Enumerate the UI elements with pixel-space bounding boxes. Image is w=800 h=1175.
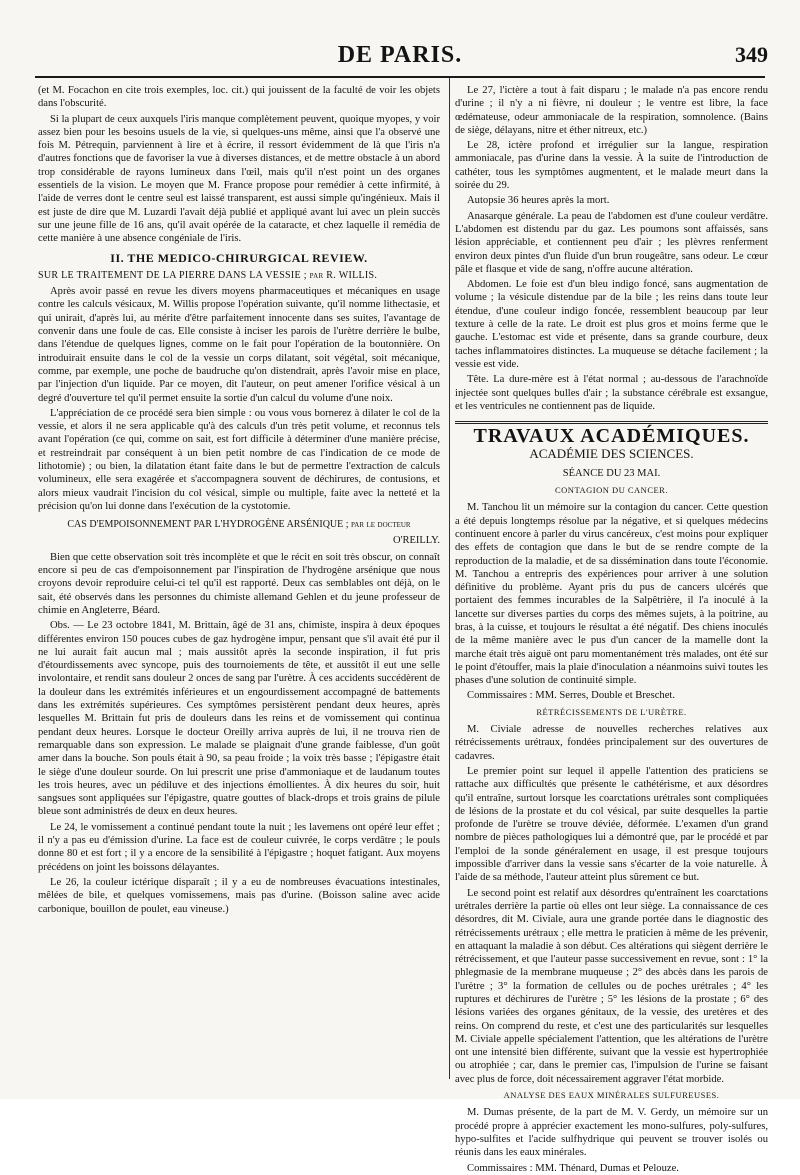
commissioners-line: Commissaires : MM. Thénard, Dumas et Pelouze. (467, 1162, 679, 1174)
paragraph: (et M. Focachon en cite trois exemples, loc. cit.) qui jouissent de la faculté de voir les objets dans l'obscurité. (38, 85, 440, 110)
right-column (455, 84, 768, 1174)
header-rule (35, 76, 765, 78)
paragraph: Obs. — Le 23 octobre 1841, M. Brittain, âgé de 31 ans, chimiste, inspira à deux époques différentes environ 150 pouces cubes de gaz hydrogène impur, pensant que s'il avait été pur il ne lui aurait fait aucun mal ; mais aussitôt après la seconde inspiration, il fut pris d'étourdissements avec syncope, puis des tournoiements de tête, et aussitôt il eut une selle involontaire, et rendit sans douleur 2 onces de sang par l'urètre. À ces accidents succédèrent de la douleur dans les extrémités inférieures et un engourdissement accompagné de battements dans les extrémités supérieures. Ces symptômes persistèrent pendant deux heures, après lesquelles M. Brittain fut pris de douleurs dans les reins et de vomissement qui continua pendant deux heures. Lorsque le docteur Oreilly arriva auprès de lui, il ne trouva rien de remarquable dans son expression. Le malade se plaignait d'une grande faiblesse, d'un goût amer dans la bouche. Son pouls était à 90, sa peau froide ; la voix très basse ; l'épigastre était le siège d'une douleur sourde. On lui prescrit une prise d'ammoniaque et de laudanum toutes les trois heures, avec un pédiluve et des injections émollientes. À dix heures du soir, huit sangsues sont appliquées sur l'épigastre, quatre gouttes of black-drops et trois grains de pilule bleue sont administrés de deux en deux heures. (38, 620, 440, 818)
paragraph: Après avoir passé en revue les divers moyens pharmaceutiques et mécaniques en usage contre les calculs vésicaux, M. Willis propose l'opération suivante, qu'il nomme lithectasie, et qui unirait, d'après lui, au mérite d'être parfaitement innocente dans ses suites, l'avantage de convenir dans une foule de cas. Elle consiste à inciser les parois de l'urètre derrière le bulbe, dans l'étendue de quelques lignes, comme on le fait pour l'opération de la boutonnière. On introduirait ensuite dans le col de la vessie un corps dilatant, soit végétal, soit mécanique, comme, par exemple, une poche de baudruche qu'on distendrait, après l'avoir mise en place, par l'injection d'un liquide. Par ce moyen, dit l'auteur, on peut amener l'orifice vésical à un degré d'ouverture tel qu'il permet ensuite la sortie d'un calcul du volume d'une noix. (38, 286, 440, 404)
paragraph: Le 24, le vomissement a continué pendant toute la nuit ; les lavemens ont opéré leur effet ; il n'y a pas eu d'émission d'urine. La face est de couleur cuivrée, le corps verdâtre ; le pouls donne 80 et est fort ; il y a encore de la sensibilité à l'épigastre ; hoquet fatigant. Aux moyens précédens on joint les boissons délayantes. (38, 821, 440, 873)
commissioners-line: Commissaires : MM. Serres, Double et Breschet. (467, 690, 676, 702)
paragraph: Le premier point sur lequel il appelle l'attention des praticiens se rattache aux difficultés que présente le cathétérisme, et aux désordres qu'il entraîne, surtout lorsque les coarctations urétrales sont compliquées de lésions de la prostate et du col vésical, par suite desquelles la partie profonde de l'urètre se trouve déviée, déformée. L'examen d'un grand nombre de pièces pathologiques lui a démontré que, par le procédé et par l'emploi de la sonde généralement en usage, il est presque toujours impossible d'arriver dans la vessie sans s'écarter de la voie naturelle. À l'aide de sa méthode, l'auteur atteint plus sûrement ce but. (455, 765, 768, 884)
paragraph: Anasarque générale. La peau de l'abdomen est d'une couleur verdâtre. L'abdomen est distendu par du gaz. Les poumons sont affaissés, sans lésion appréciable, et contiennent peu d'air ; les plèvres renferment environ deux pintes d'un fluide d'un brun rougeâtre, sans odeur. Le cœur pâle et flasque et vide de sang, n'offre aucune altération. (455, 210, 768, 275)
section-rule (455, 421, 768, 424)
paragraph: Abdomen. Le foie est d'un bleu indigo foncé, sans augmentation de volume ; la vésicule distendue par de la bile ; les reins dans toute leur étendue, d'une couleur indigo foncée, ressemblent beaucoup par leur texture à celle de la rate. Le droit est plus gros et moins ferme que le gauche. L'estomac est vide et présente, dans sa grande courbure, deux taches inflammatoires distinctes. La muqueuse se détache facilement ; la vessie est vide. (455, 279, 768, 370)
column-separator (449, 78, 450, 1079)
article-author: O'REILLY. (392, 534, 440, 546)
paragraph: Tête. La dure-mère est à l'état normal ; au-dessous de l'arachnoïde injectée sont quelques bulles d'air ; la substance cérébrale est exsangue, et les ventricules ne contiennent pas de liquide. (455, 374, 768, 412)
paragraph: Autopsie 36 heures après la mort. (467, 195, 610, 207)
article-heading: RÉTRÉCISSEMENTS DE L'URÈTRE. (536, 706, 687, 717)
article-heading: CAS D'EMPOISONNEMENT PAR L'HYDROGÈNE ARSÉNIQUE ; par le docteur (67, 519, 411, 531)
paragraph: Le 28, ictère profond et irrégulier sur la langue, respiration ammoniacale, pas d'urine dans la vessie. À la suite de l'introduction de cathéter, tous les symptômes augmentent, et le malade meurt dans la soirée du 29. (455, 140, 768, 192)
paragraph: Le second point est relatif aux désordres qu'entraînent les coarctations urétrales derrière la partie où elles ont leur siège. La connaissance de ces désordres, dit M. Civiale, aura une grande portée dans le diagnostic des rétrécissements urétraux ; elle mettra le praticien à même de les prévenir, en attaquant la maladie à son début. Ces altérations qui siègent derrière le rétrécissement, et que l'auteur passe successivement en revue, sont : 1° la phlegmasie de la membrane muqueuse ; 2° des abcès dans les parois de l'urètre ; 3° la formation de cellules ou de poches urétrales ; 4° les ruptures et déchirures de l'urètre ; 5° les lésions de la prostate ; 6° des lésions variées des organes génitaux, de la vessie, des uretères et des reins. On comprend du reste, et c'est une des particularités sur lesquelles M. Civiale appelle spécialement l'attention, que les altérations de l'urètre ont une intensité bien différente, suivant que la vessie est hypertrophiée ou atrophiée ; car, dans le premier cas, l'impulsion de l'urine se faisant avec plus de force, doit nécessairement aggraver l'état morbide. (455, 887, 768, 1085)
running-title: DE PARIS. (337, 42, 463, 68)
article-heading: CONTAGION DU CANCER. (555, 485, 668, 496)
paragraph: M. Dumas présente, de la part de M. V. Gerdy, un mémoire sur un procédé propre à apprécier exactement les mono-sulfures, poly-sulfures, hypo-sulfites et l'acide sulfhydrique qui peuvent se trouver isolés ou réunis dans les eaux minérales. (455, 1107, 768, 1159)
section-heading: TRAVAUX ACADÉMIQUES. (473, 425, 750, 448)
paragraph: M. Civiale adresse de nouvelles recherches relatives aux rétrécissements urétraux, fondées principalement sur des ouvertures de cadavres. (455, 724, 768, 762)
section-heading: II. THE MEDICO-CHIRURGICAL REVIEW. (110, 250, 368, 265)
academy-heading: ACADÉMIE DES SCIENCES. (529, 446, 694, 462)
session-date: SÉANCE DU 23 MAI. (562, 467, 661, 479)
page-number: 349 (735, 42, 768, 67)
paragraph: Le 27, l'ictère a tout à fait disparu ; le malade n'a pas encore rendu d'urine ; il n'y a ni fièvre, ni douleur ; le ventre est libre, la face œdémateuse, odeur ammoniacale de la respiration, somnolence. (Bains de siège, délayans, nitre et éther nitreux, etc.) (455, 85, 768, 136)
paragraph: L'appréciation de ce procédé sera bien simple : ou vous vous bornerez à dilater le col de la vessie, et alors il ne sera applicable qu'à des calculs d'un très petit volume, et reconnus tels avant l'opération (ce qui, comme on sait, est fort difficile à déterminer d'une manière précise, et restreindrait par conséquent à un bien petit nombre de cas l'indication de ce mode de lithotomie) ; ou bien, la dilatation étant faite dans le but de permettre l'extraction de calculs volumineux, elle sera exagérée et s'accompagnera souvent de déchirures, de contusions, et alors mieux vaudrait l'incision du col vésical, simple ou multiple, faite avec la netteté et la précision qu'on lui donne dans l'exécution de la cystotomie. (38, 407, 440, 512)
article-heading: ANALYSE DES EAUX MINÉRALES SULFUREUSES. (503, 1090, 720, 1101)
paragraph: Si la plupart de ceux auxquels l'iris manque complètement peuvent, quoique myopes, y voir assez bien pour les besoins usuels de la vie, si quelques-uns même, ainsi que l'a observé une fois M. Pétrequin, parviennent à lire et à écrire, il ressort évidemment de là que l'iris n'a d'autres fonctions que de favoriser la vue à diverses distances, et de mettre obstacle à un abord trop considérable de rayons lumineux dans l'œil, mais qu'il n'est point un des organes essentiels de la vision. Le moyen que M. France propose pour remédier à cette infirmité, à l'aide de verres dont le centre seul est laissé transparent, est aussi simple qu'ingénieux. Mais il est juste de dire que M. Luzardi l'avait déjà publié et appliqué avant lui avec un plein succès sur une jeune fille de 16 ans, qu'il avait opérée de la cataracte, et chez laquelle il remédia de cette manière à une absence congéniale de l'iris. (38, 113, 440, 245)
left-column (38, 84, 440, 1084)
paragraph: M. Tanchou lit un mémoire sur la contagion du cancer. Cette question a été depuis longtemps résolue par la négative, et si quelques médecins continuent encore à parler du virus cancéreux, c'est moins pour expliquer des effets de contagion que dans le but de se rendre compte de la reproduction de la maladie, et de sa dissémination dans toute l'économie. M. Tanchou a entrepris des expériences pour arriver à une solution définitive du problème. Ayant pris du pus de cancers ulcérés que portaient des femmes incurables de la Salpêtrière, il l'a inoculé à la lancette sur diverses parties du corps des mêmes sujets, à la poitrine, au bras, à la cuisse, et toujours le résultat a été négatif. Des chiens inoculés de la même manière avec le pus d'un cancer de la mamelle dont la marche était très aiguë ont paru momentanément très malades, ont été sur le point d'étouffer, mais la plaie d'inoculation a néanmoins suivi toutes les phases d'une solution de continuité simple. (455, 502, 768, 687)
article-heading: SUR LE TRAITEMENT DE LA PIERRE DANS LA VESSIE ; par R. WILLIS. (38, 269, 378, 281)
paragraph: Bien que cette observation soit très incomplète et que le récit en soit très obscur, on connaît encore si peu de cas d'empoisonnement par l'inspiration de l'hydrogène arsénique que nous croyons devoir reproduire celui-ci tel qu'il est rapporté. Deux cas semblables ont déjà, on le sait, été observés dans les personnes du chimiste allemand Gehlen et du jeune professeur de chimie en Angleterre, Béard. (38, 551, 440, 616)
paragraph: Le 26, la couleur ictérique disparaît ; il y a eu de nombreuses évacuations intestinales, mêlées de bile, et quelques vomissemens, mais pas d'urine. (Boisson saline avec acide carbonique, bouillon de poulet, eau vineuse.) (38, 876, 440, 915)
